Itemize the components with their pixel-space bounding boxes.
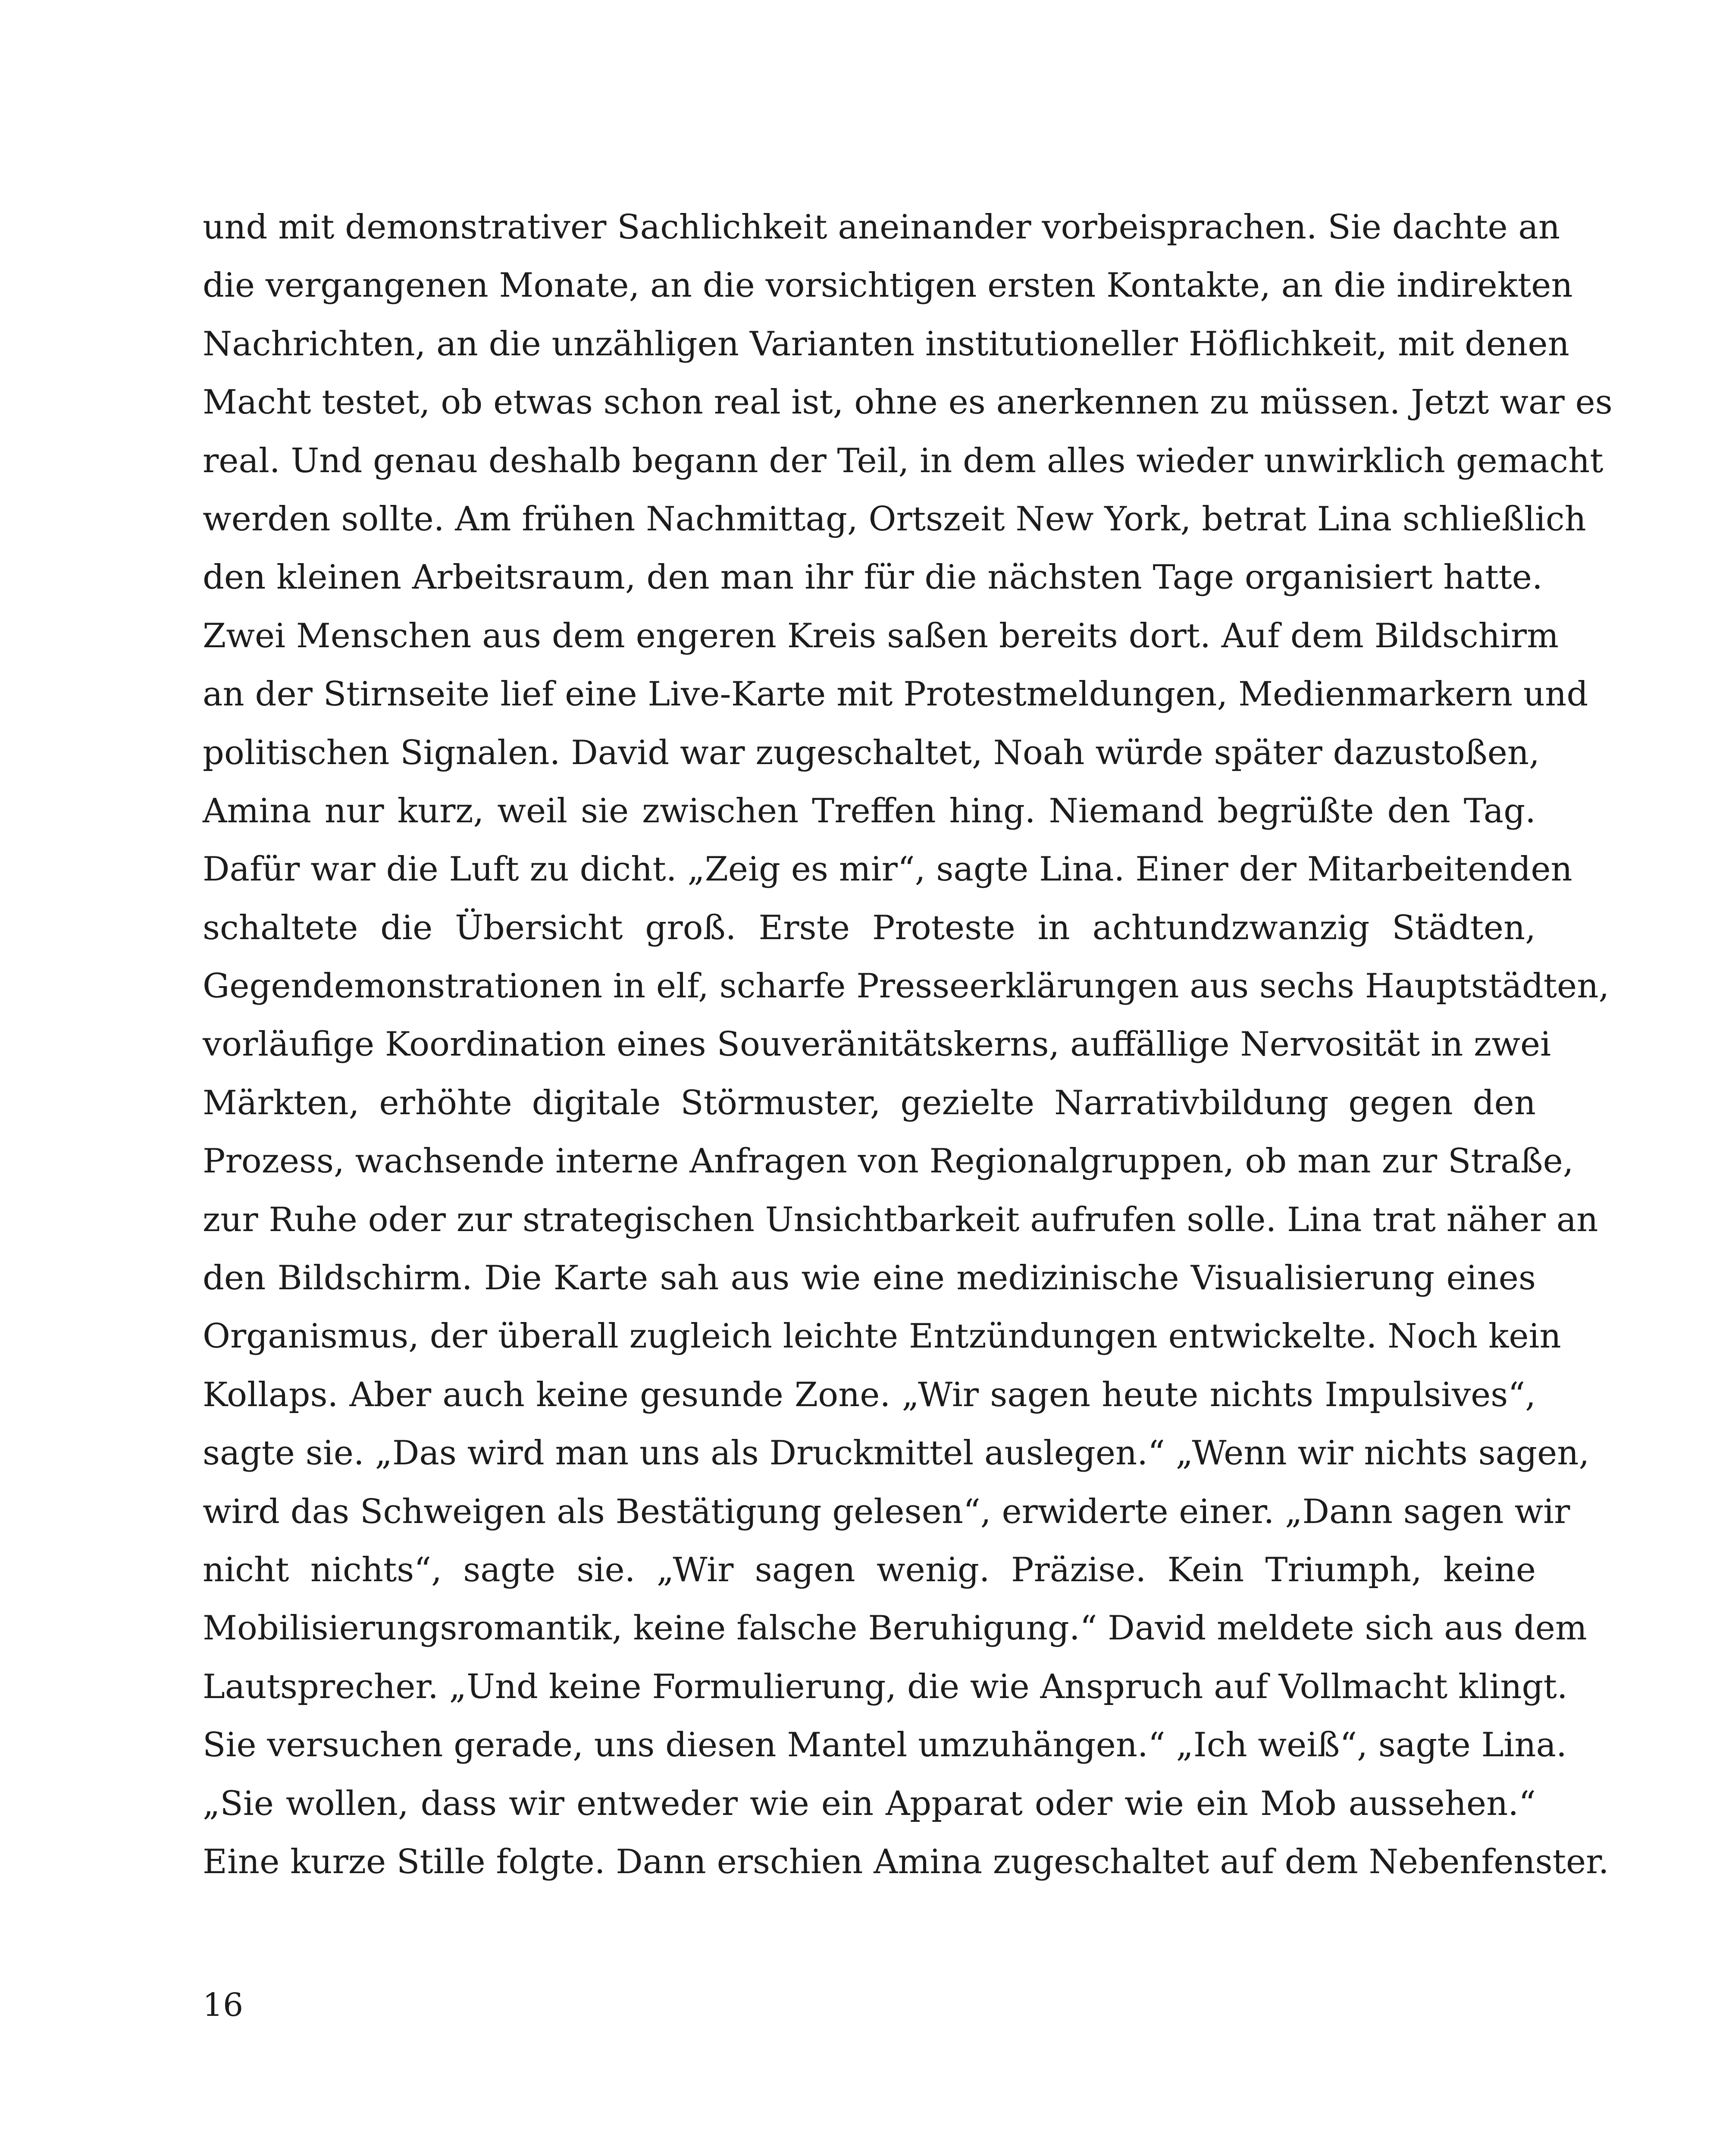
text-line: und mit demonstrativer Sachlichkeit aneinander vorbeisprachen. Sie dachte an — [203, 208, 1560, 247]
text-line: Lautsprecher. „Und keine Formulierung, die wie Anspruch auf Vollmacht klingt. — [203, 1667, 1568, 1706]
text-line: Märkten, erhöhte digitale Störmuster, gezielte Narrativbildung gegen den — [203, 1083, 1536, 1122]
text-line: „Sie wollen, dass wir entweder wie ein Apparat oder wie ein Mob aussehen.“ — [203, 1784, 1536, 1823]
text-line: vorläufige Koordination eines Souveränitätskerns, auffällige Nervosität in zwei — [203, 1025, 1551, 1064]
text-line: zur Ruhe oder zur strategischen Unsichtbarkeit aufrufen solle. Lina trat näher an — [203, 1200, 1598, 1239]
text-line: real. Und genau deshalb begann der Teil, in dem alles wieder unwirklich gemacht — [203, 441, 1604, 480]
page-number: 16 — [203, 1987, 244, 2024]
text-line: Eine kurze Stille folgte. Dann erschien Amina zugeschaltet auf dem Nebenfenster. — [203, 1842, 1609, 1881]
text-line: Organismus, der überall zugleich leichte Entzündungen entwickelte. Noch kein — [203, 1317, 1561, 1356]
text-line: Amina nur kurz, weil sie zwischen Treffen hing. Niemand begrüßte den Tag. — [203, 791, 1536, 830]
body-text — [203, 198, 1613, 1891]
text-line: Sie versuchen gerade, uns diesen Mantel umzuhängen.“ „Ich weiß“, sagte Lina. — [203, 1726, 1567, 1765]
text-line: den kleinen Arbeitsraum, den man ihr für die nächsten Tage organisiert hatte. — [203, 558, 1543, 597]
text-line: Macht testet, ob etwas schon real ist, ohne es anerkennen zu müssen. Jetzt war es — [203, 383, 1613, 422]
text-line: Mobilisierungsromantik, keine falsche Beruhigung.“ David meldete sich aus dem — [203, 1609, 1587, 1648]
text-line: an der Stirnseite lief eine Live-Karte mit Protestmeldungen, Medienmarkern und — [203, 675, 1588, 714]
text-line: Prozess, wachsende interne Anfragen von Regionalgruppen, ob man zur Straße, — [203, 1142, 1574, 1181]
text-line: Zwei Menschen aus dem engeren Kreis saßen bereits dort. Auf dem Bildschirm — [203, 616, 1559, 655]
text-line: sagte sie. „Das wird man uns als Druckmittel auslegen.“ „Wenn wir nichts sagen, — [203, 1434, 1590, 1473]
text-line: Nachrichten, an die unzähligen Varianten institutioneller Höflichkeit, mit denen — [203, 324, 1569, 364]
text-line: nicht nichts“, sagte sie. „Wir sagen wenig. Präzise. Kein Triumph, keine — [203, 1550, 1536, 1589]
text-line: Dafür war die Luft zu dicht. „Zeig es mir“, sagte Lina. Einer der Mitarbeitenden — [203, 850, 1572, 889]
text-line: werden sollte. Am frühen Nachmittag, Ortszeit New York, betrat Lina schließlich — [203, 499, 1586, 539]
text-line: politischen Signalen. David war zugeschaltet, Noah würde später dazustoßen, — [203, 733, 1540, 772]
text-line: wird das Schweigen als Bestätigung gelesen“, erwiderte einer. „Dann sagen wir — [203, 1492, 1570, 1531]
text-line: schaltete die Übersicht groß. Erste Proteste in achtundzwanzig Städten, — [203, 908, 1536, 947]
text-line: den Bildschirm. Die Karte sah aus wie eine medizinische Visualisierung eines — [203, 1259, 1536, 1298]
text-line: Gegendemonstrationen in elf, scharfe Presseerklärungen aus sechs Hauptstädten, — [203, 967, 1610, 1006]
text-line: die vergangenen Monate, an die vorsichtigen ersten Kontakte, an die indirekten — [203, 266, 1573, 305]
text-line: Kollaps. Aber auch keine gesunde Zone. „Wir sagen heute nichts Impulsives“, — [203, 1375, 1536, 1414]
